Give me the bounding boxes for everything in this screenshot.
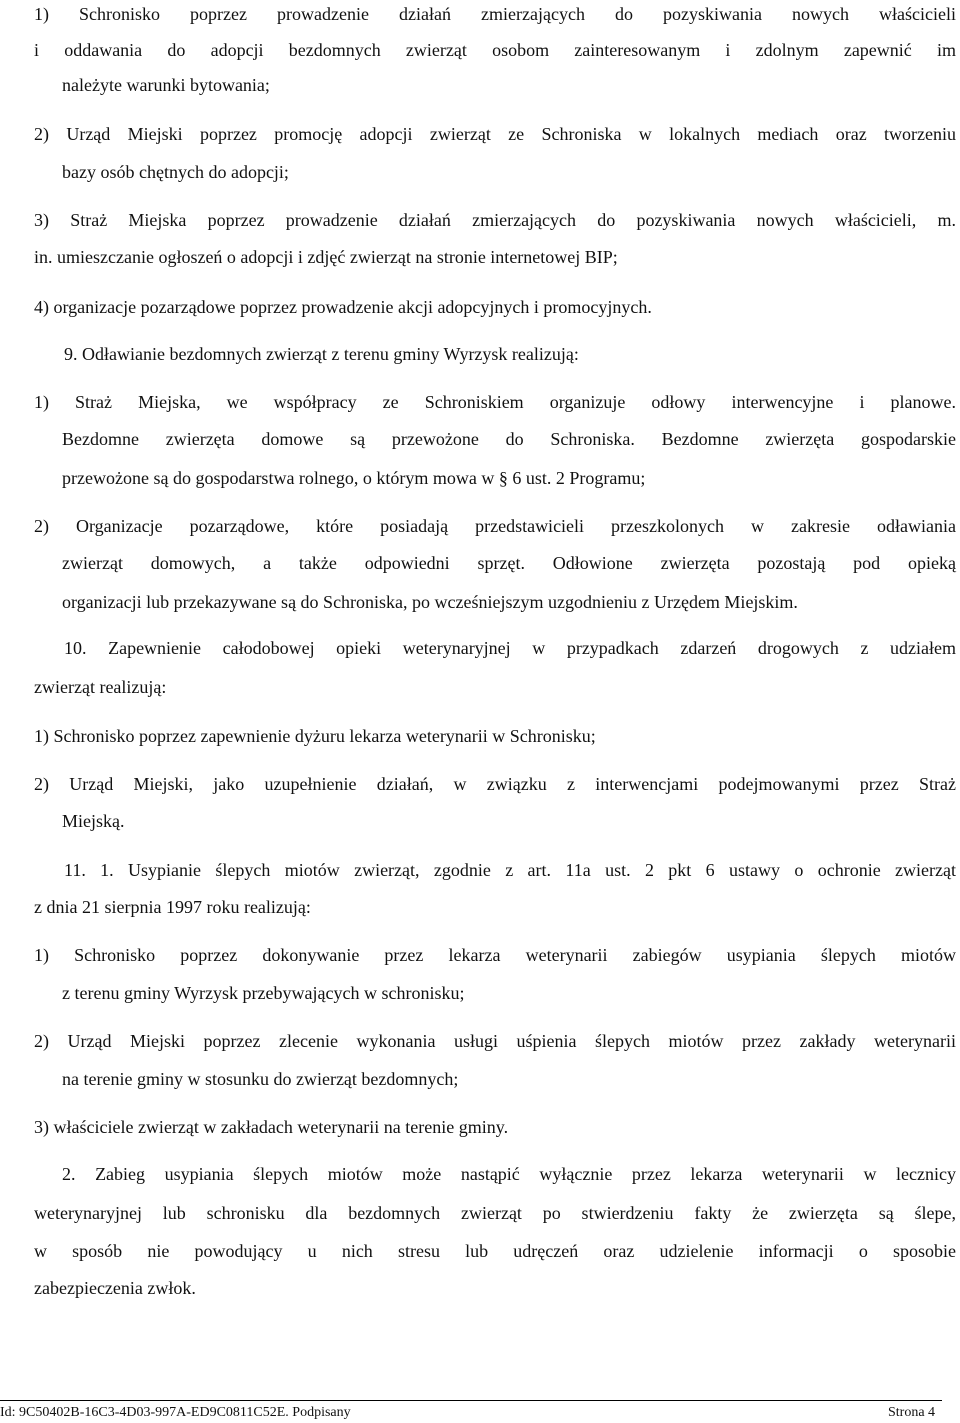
text-line: 4) organizacje pozarządowe poprzez prowadzenie akcji adopcyjnych i promocyjnych.: [34, 297, 652, 317]
footer-divider: [0, 1400, 942, 1401]
text-line: 1) Schronisko poprzez dokonywanie przez lekarza weterynarii zabiegów usypiania ślepych miotów: [34, 945, 956, 965]
text-line: 2) Urząd Miejski, jako uzupełnienie działań, w związku z interwencjami podejmowanymi przez Straż: [34, 774, 956, 794]
text-line: przewożone są do gospodarstwa rolnego, o którym mowa w § 6 ust. 2 Programu;: [62, 468, 646, 488]
section-heading: 11. 1. Usypianie ślepych miotów zwierząt, zgodnie z art. 11a ust. 2 pkt 6 ustawy o ochronie zwierząt: [64, 860, 956, 880]
text-line: Miejską.: [62, 811, 125, 831]
document-id: Id: 9C50402B-16C3-4D03-997A-ED9C0811C52E. Podpisany: [0, 1405, 351, 1420]
text-line: w sposób nie powodujący u nich stresu lub udręczeń oraz udzielenie informacji o sposobie: [34, 1241, 956, 1261]
text-line: zwierząt domowych, a także odpowiedni sprzęt. Odłowione zwierzęta pozostają pod opieką: [62, 553, 956, 573]
text-line: 1) Schronisko poprzez prowadzenie działań zmierzających do pozyskiwania nowych właścicieli: [34, 4, 956, 24]
text-line: i oddawania do adopcji bezdomnych zwierząt osobom zainteresowanym i zdolnym zapewnić im: [34, 40, 956, 60]
section-heading: 2. Zabieg usypiania ślepych miotów może nastąpić wyłącznie przez lekarza weterynarii w lecznicy: [62, 1164, 956, 1184]
text-line: bazy osób chętnych do adopcji;: [62, 162, 289, 182]
text-line: z terenu gminy Wyrzysk przebywających w schronisku;: [62, 983, 465, 1003]
text-line: organizacji lub przekazywane są do Schroniska, po wcześniejszym uzgodnieniu z Urzędem Miejskim.: [62, 592, 798, 612]
section-heading: 9. Odławianie bezdomnych zwierząt z terenu gminy Wyrzysk realizują:: [64, 344, 579, 364]
text-line: weterynaryjnej lub schronisku dla bezdomnych zwierząt po stwierdzeniu fakty że zwierzęta są ślepe,: [34, 1203, 956, 1223]
text-line: 2) Urząd Miejski poprzez zlecenie wykonania usługi uśpienia ślepych miotów przez zakłady weterynarii: [34, 1031, 956, 1051]
text-line: należyte warunki bytowania;: [62, 75, 270, 95]
text-line: in. umieszczanie ogłoszeń o adopcji i zdjęć zwierząt na stronie internetowej BIP;: [34, 247, 618, 267]
text-line: zwierząt realizują:: [34, 677, 167, 697]
text-line: 1) Schronisko poprzez zapewnienie dyżuru lekarza weterynarii w Schronisku;: [34, 726, 596, 746]
section-heading: 10. Zapewnienie całodobowej opieki weterynaryjnej w przypadkach zdarzeń drogowych z udziałem: [64, 638, 956, 658]
text-line: 1) Straż Miejska, we współpracy ze Schroniskiem organizuje odłowy interwencyjne i planowe.: [34, 392, 956, 412]
text-line: 2) Urząd Miejski poprzez promocję adopcji zwierząt ze Schroniska w lokalnych mediach oraz tworzeniu: [34, 124, 956, 144]
text-line: na terenie gminy w stosunku do zwierząt bezdomnych;: [62, 1069, 459, 1089]
page-number: Strona 4: [888, 1405, 936, 1420]
text-line: z dnia 21 sierpnia 1997 roku realizują:: [34, 897, 311, 917]
text-line: Bezdomne zwierzęta domowe są przewożone do Schroniska. Bezdomne zwierzęta gospodarskie: [62, 429, 956, 449]
text-line: 3) Straż Miejska poprzez prowadzenie działań zmierzających do pozyskiwania nowych właścicieli, m.: [34, 210, 956, 230]
text-line: zabezpieczenia zwłok.: [34, 1278, 196, 1298]
text-line: 2) Organizacje pozarządowe, które posiadają przedstawicieli przeszkolonych w zakresie odławiania: [34, 516, 956, 536]
text-line: 3) właściciele zwierząt w zakładach weterynarii na terenie gminy.: [34, 1117, 509, 1137]
